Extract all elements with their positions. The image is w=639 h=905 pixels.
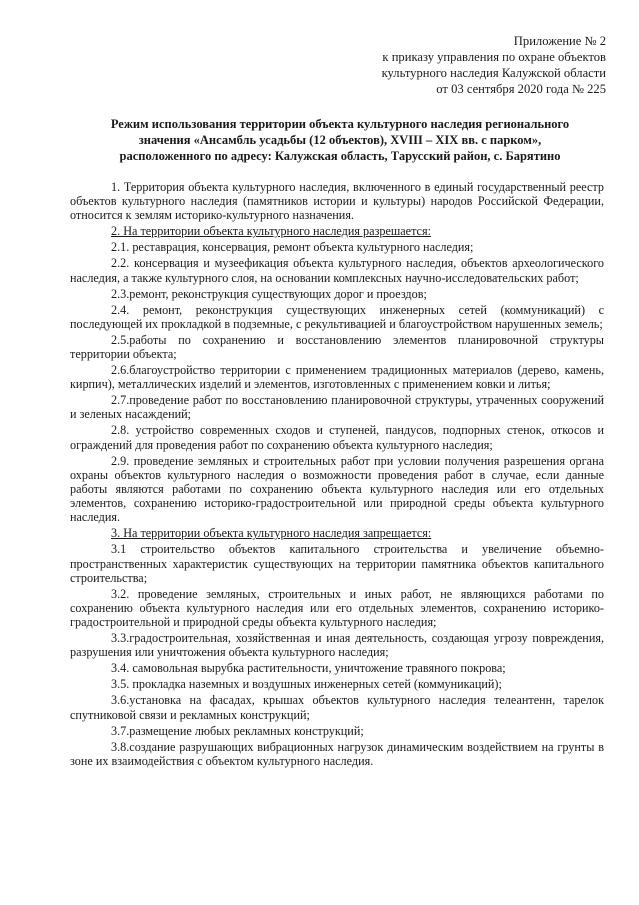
paragraph-2-8: 2.8. устройство современных сходов и ступеней, пандусов, подпорных стенок, откосов и ограждений для проведения работ по сохранению объекта культурного наследия; [70,423,604,452]
paragraph-3-3: 3.3.градостроительная, хозяйственная и иная деятельность, создающая угрозу повреждения, разрушения или уничтожения объекта культурного наследия; [70,631,604,660]
title-line: значения «Ансамбль усадьбы (12 объектов), XVIII – XIX вв. с парком», [138,133,542,147]
document-body [70,180,604,770]
paragraph-3-7: 3.7.размещение любых рекламных конструкций; [111,723,364,738]
paragraph-2-2: 2.2. консервация и музеефикация объекта культурного наследия, объектов археологического наследия, а также культурного слоя, на основании комплексных научно-исследовательских работ; [70,256,604,285]
paragraph-2-1: 2.1. реставрация, консервация, ремонт объекта культурного наследия; [111,240,474,255]
appendix-line: от 03 сентября 2020 года № 225 [436,82,606,96]
appendix-line: культурного наследия Калужской области [381,66,606,80]
paragraph-3-1: 3.1 строительство объектов капитального строительства и увеличение объемно-пространственных характеристик существующих на территории памятника объектов капитального строительства; [70,542,604,585]
appendix-line: к приказу управления по охране объектов [382,50,606,64]
title-line: расположенного по адресу: Калужская область, Тарусский район, с. Барятино [119,149,561,163]
paragraph-2-4: 2.4. ремонт, реконструкция существующих инженерных сетей (коммуникаций) с последующей их прокладкой в подземные, с рекультивацией и благоустройством нарушенных земель; [70,302,604,331]
paragraph-3-8: 3.8.создание разрушающих вибрационных нагрузок динамическим воздействием на грунты в зоне их взаимодействия с объектом культурного наследия. [70,739,604,768]
document-title [60,116,620,164]
appendix-header [382,33,606,97]
paragraph-3-6: 3.6.установка на фасадах, крышах объектов культурного наследия телеантенн, тарелок спутниковой связи и рекламных конструкций; [70,693,604,722]
paragraph-3-5: 3.5. прокладка наземных и воздушных инженерных сетей (коммуникаций); [111,677,502,692]
title-line: Режим использования территории объекта культурного наследия регионального [110,117,570,131]
section-heading-allowed-text: 2. На территории объекта культурного наследия разрешается: [111,224,431,239]
section-heading-prohibited-text: 3. На территории объекта культурного наследия запрещается: [111,526,432,541]
paragraph-3-4: 3.4. самовольная вырубка растительности, уничтожение травяного покрова; [111,661,506,676]
paragraph-2-9: 2.9. проведение земляных и строительных работ при условии получения разрешения органа охраны объектов культурного наследия о возможности проведения работ в случае, если данные работы являются работами по сохранению объекта культурного наследия или его отдельных элементов, сохранению историко-градостроительной или природной среды объекта культурного наследия. [70,453,604,525]
paragraph-2-6: 2.6.благоустройство территории с применением традиционных материалов (дерево, камень, кирпич), металлических изделий и элементов, изготовленных с применением ковки и литья; [70,363,604,392]
appendix-line: Приложение № 2 [513,34,606,48]
paragraph-2-3: 2.3.ремонт, реконструкция существующих дорог и проездов; [111,286,427,301]
paragraph-2-7: 2.7.проведение работ по восстановлению планировочной структуры, утраченных сооружений и зеленых насаждений; [70,393,604,422]
paragraph-1: 1. Территория объекта культурного наследия, включенного в единый государственный реестр объектов культурного наследия (памятников истории и культуры) народов Российской Федерации, относится к землям историко-культурного назначения. [70,180,604,223]
paragraph-3-2: 3.2. проведение земляных, строительных и иных работ, не являющихся работами по сохранению объекта культурного наследия или его отдельных элементов, сохранению историко-градостроительной и природной среды объекта культурного наследия; [70,586,604,630]
paragraph-2-5: 2.5.работы по сохранению и восстановлению элементов планировочной структуры территории объекта; [70,332,604,362]
section-heading-allowed [70,224,604,238]
section-heading-prohibited [70,526,604,540]
